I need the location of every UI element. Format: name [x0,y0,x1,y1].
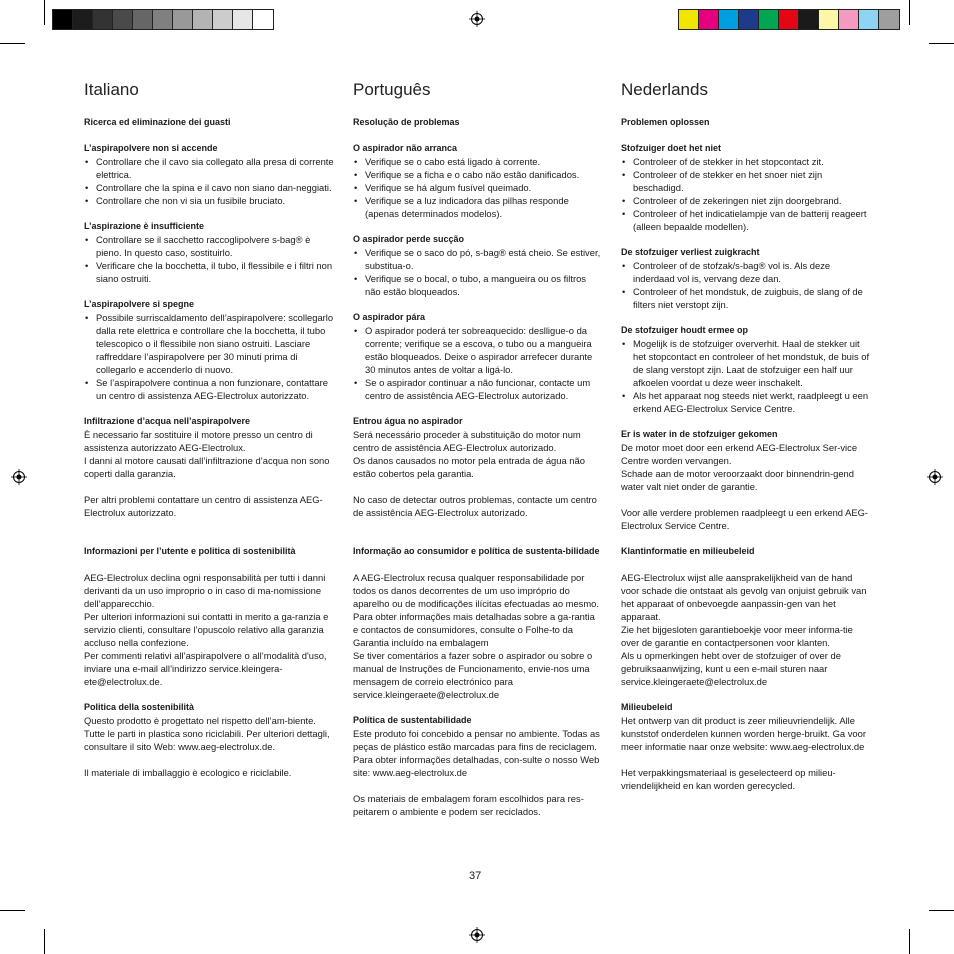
list-item: • Controleer of de stekker en het snoer niet zijn beschadigd. [621,168,871,194]
gray-swatch [93,10,113,29]
paragraph: De motor moet door een erkend AEG-Electrolux Ser-vice Centre worden vervangen. [621,442,858,466]
list-item: • Controllare che non vi sia un fusibile bruciato. [84,194,334,207]
paragraph: Per commenti relativi all’aspirapolvere o all’modalità d'uso, inviare una e-mail all’indirizzo service.kleingera-ete@electrolux.de. [84,650,327,687]
list-item: • Verifique se o cabo está ligado à corrente. [353,155,601,168]
bullet-list [353,155,601,220]
gray-swatch [213,10,233,29]
paragraph: Schade aan de motor veroorzaakt door binnendrin-gend water valt niet onder de garantie. [621,468,854,492]
gray-swatch [193,10,213,29]
paragraph: A AEG-Electrolux recusa qualquer responsabilidade por todos os danos decorrentes de um uso impróprio do aparelho ou de modificações ilícitas efectuadas ao mesmo. [353,572,599,609]
crop-mark [909,0,910,25]
heading: Informação ao consumidor e política de sustenta-bilidade [353,546,600,556]
crop-mark [0,910,25,911]
section-title: Nederlands [621,80,708,99]
subheading: Politica della sostenibilità [84,702,195,712]
registration-crosshair-icon [11,469,27,485]
bullet-list [353,246,601,298]
list-item: • Verifique se o saco do pó, s-bag® está cheio. Se estiver, substitua-o. [353,246,601,272]
bullet-list [84,311,334,402]
paragraph: AEG-Electrolux wijst alle aansprakelijkheid van de hand voor schade die ontstaat als gevolg van onjuist gebruik van het apparaat of onbevoegde aanpassin-gen van het apparaat. [621,572,867,622]
gray-swatch [153,10,173,29]
bullet-list [353,324,601,402]
list-item: • Verificare che la bocchetta, il tubo, il flessibile e i filtri non siano ostruiti. [84,259,334,285]
subheading: O aspirador pára [353,312,426,322]
paragraph: Het verpakkingsmateriaal is geselecteerd op milieu-vriendelijkheid en kan worden gerecycled. [621,767,836,791]
paragraph: Para obter informações mais detalhadas sobre a ga-rantia e contactos de consumidores, consulte o Folhe-to da Garantia incluído na embalagem [353,611,595,648]
color-calibration-bar [678,9,900,30]
paragraph: Zie het bijgesloten garantieboekje voor meer informa-tie over de garantie en contactpersonen voor klanten. [621,624,853,648]
gray-swatch [173,10,193,29]
paragraph: Questo prodotto è progettato nel rispetto dell’am-biente. Tutte le parti in plastica sono riciclabili. Per ulteriori dettagli, consultare il sito Web: www.aeg-electrolux.de. [84,715,330,752]
section-title: Português [353,80,431,99]
crop-mark [929,43,954,44]
list-item: • Controleer of het indicatielampje van de batterij reageert (alleen bepaalde modellen). [621,207,871,233]
color-swatch [859,10,879,29]
paragraph: Per altri problemi contattare un centro di assistenza AEG-Electrolux autorizzato. [84,494,323,518]
gray-swatch [53,10,73,29]
list-item: • Controllare che la spina e il cavo non siano dan-neggiati. [84,181,334,194]
paragraph: Per ulteriori informazioni sui contatti in merito a ga-ranzia e servizio clienti, consultare l’opuscolo relativo alla garanzia accluso nella confezione. [84,611,329,648]
subheading: Milieubeleid [621,702,673,712]
paragraph: I danni al motore causati dall’infiltrazione d’acqua non sono coperti dalla garanzia. [84,455,330,479]
subheading: Entrou água no aspirador [353,416,463,426]
paragraph: Voor alle verdere problemen raadpleegt u een erkend AEG-Electrolux Service Centre. [621,507,869,531]
color-swatch [679,10,699,29]
heading: Problemen oplossen [621,117,710,127]
bullet-list [621,259,871,311]
registration-crosshair-icon [927,469,943,485]
list-item: • Controleer of de stofzak/s-bag® vol is. Als deze inderdaad vol is, vervang deze dan. [621,259,871,285]
crop-mark [44,0,45,25]
gray-swatch [73,10,93,29]
color-swatch [739,10,759,29]
column-portugues [353,80,601,818]
paragraph: Se tiver comentários a fazer sobre o aspirador ou sobre o manual de Instruções de Funcionamento, envie-nos uma mensagem de correio electrónico para service.kleingeraete@electrolux.de [353,650,593,700]
list-item: • Verifique se a luz indicadora das pilhas responde (apenas determinados modelos). [353,194,601,220]
paragraph: AEG-Electrolux declina ogni responsabilità per tutti i danni derivanti da un uso improprio o in caso di ma-nomissione dell’apparecchio. [84,572,326,609]
paragraph: Als u opmerkingen hebt over de stofzuiger of over de gebruiksaanwijzing, kunt u een e-mail sturen naar service.kleingeraete@electrolux.de [621,650,841,687]
crop-mark [0,43,25,44]
paragraph: Será necessário proceder à substituição do motor num centro de assistência AEG-Electrolux autorizado. [353,429,581,453]
subheading: De stofzuiger verliest zuigkracht [621,247,760,257]
subheading: O aspirador não arranca [353,143,458,153]
subheading: L’aspirazione è insufficiente [84,221,205,231]
bullet-list [621,337,871,415]
heading: Resolução de problemas [353,117,460,127]
column-nederlands [621,80,871,792]
list-item: • Controleer of het mondstuk, de zuigbuis, de slang of de filters niet verstopt zijn. [621,285,871,311]
color-swatch [839,10,859,29]
subheading: De stofzuiger houdt ermee op [621,325,749,335]
page-number: 37 [469,870,482,882]
subheading: Stofzuiger doet het niet [621,143,721,153]
list-item: • Se o aspirador continuar a não funcionar, contacte um centro de assistência AEG-Electrolux autorizado. [353,376,601,402]
list-item: • Controleer of de zekeringen niet zijn doorgebrand. [621,194,871,207]
gray-swatch [233,10,253,29]
subheading: L’aspirapolvere si spegne [84,299,195,309]
gray-calibration-bar [52,9,274,30]
color-swatch [719,10,739,29]
color-swatch [819,10,839,29]
list-item: • Se l’aspirapolvere continua a non funzionare, contattare un centro di assistenza AEG-Electrolux autorizzato. [84,376,334,402]
paragraph: È necessario far sostituire il motore presso un centro di assistenza autorizzato AEG-Electrolux. [84,429,313,453]
paragraph: Os danos causados no motor pela entrada de água não estão cobertos pela garantia. [353,455,585,479]
list-item: • Controllare che il cavo sia collegato alla presa di corrente elettrica. [84,155,334,181]
crop-mark [929,910,954,911]
crop-mark [44,929,45,954]
gray-swatch [253,10,273,29]
subheading: Infiltrazione d’acqua nell’aspirapolvere [84,416,251,426]
color-swatch [699,10,719,29]
subheading: O aspirador perde sucção [353,234,465,244]
subheading: Política de sustentabilidade [353,715,472,725]
list-item: • Als het apparaat nog steeds niet werkt, raadpleegt u een erkend AEG-Electrolux Service Centre. [621,389,871,415]
list-item: • Controleer of de stekker in het stopcontact zit. [621,155,871,168]
list-item: • Mogelijk is de stofzuiger oververhit. Haal de stekker uit het stopcontact en controleer of het mondstuk, de buis of de slang verstopt zijn. Laat de stofzuiger een half uur afkoelen voordat u deze weer inschakelt. [621,337,871,389]
list-item: • Verifique se a ficha e o cabo não estão danificados. [353,168,601,181]
color-swatch [759,10,779,29]
list-item: • Possibile surriscaldamento dell’aspirapolvere: scollegarlo dalla rete elettrica e controllare che la bocchetta, il tubo telescopico o il flessibile non siano ostruiti. Lasciare raffreddare l’aspirapolvere per 30 minuti prima di collegarlo e accenderlo di nuovo. [84,311,334,376]
bullet-list [621,155,871,233]
list-item: • O aspirador poderá ter sobreaquecido: deslligue-o da corrente; verifique se a escova, o tubo ou a mangueira estão bloqueados. Deixe o aspirador arrefecer durante 30 minutos antes de voltar a ligá-lo. [353,324,601,376]
subheading: L’aspirapolvere non si accende [84,143,218,153]
list-item: • Verifique se há algum fusível queimado. [353,181,601,194]
crop-mark [909,929,910,954]
paragraph: No caso de detectar outros problemas, contacte um centro de assistência AEG-Electrolux autorizado. [353,494,597,518]
gray-swatch [113,10,133,29]
subheading: Er is water in de stofzuiger gekomen [621,429,778,439]
list-item: • Verifique se o bocal, o tubo, a mangueira ou os filtros não estão bloqueados. [353,272,601,298]
color-swatch [879,10,899,29]
bullet-list [84,155,334,207]
list-item: • Controllare se il sacchetto raccoglipolvere s-bag® è pieno. In questo caso, sostituirlo. [84,233,334,259]
heading: Klantinformatie en milieubeleid [621,546,755,556]
bullet-list [84,233,334,285]
paragraph: Il materiale di imballaggio è ecologico e riciclabile. [84,767,292,778]
paragraph: Este produto foi concebido a pensar no ambiente. Todas as peças de plástico estão marcadas para fins de reciclagem. Para obter informações detalhadas, con-sulte o nosso Web site: www.aeg-electrolux.de [353,728,600,778]
registration-crosshair-icon [469,927,485,943]
paragraph: Os materiais de embalagem foram escolhidos para res-peitarem o ambiente e podem ser reciclados. [353,793,584,817]
section-title: Italiano [84,80,139,99]
heading: Ricerca ed eliminazione dei guasti [84,117,231,127]
registration-crosshair-icon [469,11,485,27]
heading: Informazioni per l’utente e politica di sostenibilità [84,546,296,556]
paragraph: Het ontwerp van dit product is zeer milieuvriendelijk. Alle kunststof onderdelen kunnen worden herge-bruikt. Ga voor meer informatie naar onze website: www.aeg-electrolux.de [621,715,866,752]
color-swatch [779,10,799,29]
column-italiano [84,80,334,779]
color-swatch [799,10,819,29]
gray-swatch [133,10,153,29]
